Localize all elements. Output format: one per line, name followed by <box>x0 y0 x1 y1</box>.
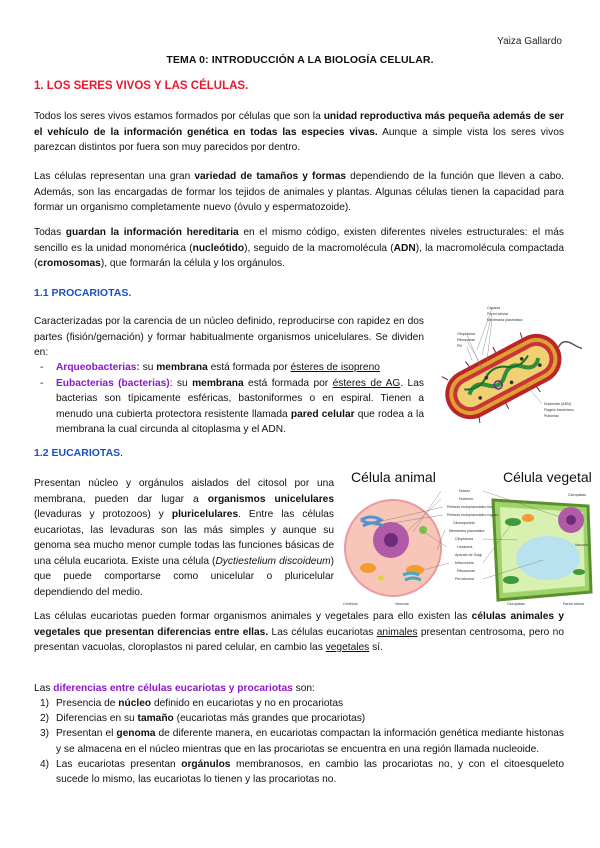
difference-item-3: 3) Presentan el genoma de diferente manera, en eucariotas compactan la información genética mediante histonas y se almacena en el núcleo mientras que en las procariotas se encuentra en una región llamada nucleoide. <box>40 728 564 755</box>
list-item-arqueobacterias: - Arqueobacterias: su membrana está formada por ésteres de isopreno <box>34 360 424 376</box>
label-golgi: Aparato de Golgi <box>455 553 482 557</box>
label-cloroplasto-right: Cloroplasto <box>568 493 587 497</box>
label-pared-celular-veg: Pared celular <box>563 602 585 606</box>
section-heading-eucariotas: 1.2 EUCARIOTAS. <box>34 447 124 459</box>
paragraph-informacion-hereditaria: Todas guardan la información hereditaria en el mismo código, existen diferentes niveles estructurales: el más sencillo es la unidad monomérica (nucleótido), seguido de la macromolécula (ADN), la macromolécula compactada (cromosomas), que formarán la célula y los orgánulos. <box>34 227 565 269</box>
list-item-eubacterias: - Eubacterias (bacterias): su membrana está formada por ésteres de AG. Las bacterias son típicamente esféricas, bastoniformes o en espiral. Tienen a menudo una cubierta protectora resistente llamada pared celular que rodea a la membrana la cual circunda al citoplasma y el ADN. <box>34 376 424 438</box>
label-membrana-plasmatica: Membrana plasmática <box>449 529 485 533</box>
label-cloroplasto-bottom: Cloroplasto <box>507 602 526 606</box>
paragraph-seres-vivos: Todos los seres vivos estamos formados por células que son la unidad reproductiva más pequeña además de ser el vehículo de la información genética en todas las especies vivas. Aunque a simple vista los seres vivos parezcan distintos por fuera son muy parecidos por dentro. <box>34 111 564 153</box>
paragraph-procariotas: Caracterizadas por la carencia de un núcleo definido, reproducirse con rapidez en dos partes (fisión/gemación) y formar habitualmente organismos unicelulares. Se dividen en: <box>34 316 424 358</box>
differences-list <box>34 696 564 787</box>
label-pared-celular: Pared celular <box>487 312 509 316</box>
label-nucleo: Núcleo <box>459 489 471 493</box>
label-citoesqueleto: Citoesqueleto <box>453 521 475 525</box>
label-plasmido: Plásmido <box>544 414 559 418</box>
procariotas-list <box>34 360 424 438</box>
animal-plant-cell-diagram <box>343 460 598 608</box>
bacteria-diagram <box>432 300 582 434</box>
section-heading-1: 1. LOS SERES VIVOS Y LAS CÉLULAS. <box>34 80 249 92</box>
section-heading-procariotas: 1.1 PROCARIOTAS. <box>34 287 132 299</box>
paragraph-eucariotas: Presentan núcleo y orgánulos aislados del citosol por una membrana, pueden dar lugar a organismos unicelulares (levaduras y protozoos) y pluricelulares. Entre las células eucariotas, las levaduras son las más simples y aunque su genoma sea mucho menor cumple todas las funciones básicas de una célula eucariota. Existe una célula (Dyctiestelium discoideum) que puede comportarse como unicelular o pluricelular dependiendo del medio. <box>34 478 335 598</box>
label-vacuola: Vacuola <box>575 543 588 547</box>
difference-item-4: 4) Las eucariotas presentan orgánulos membranosos, en cambio las procariotas no, y con el citoesqueleto sucede lo mismo, las eucariotas lo tienen y las procariotas no. <box>40 758 564 786</box>
label-lisosoma: Lisosoma <box>457 545 473 549</box>
label-nucleoide: Nucleoide (ADN) <box>544 402 571 406</box>
differences-intro: Las diferencias entre células eucariotas y procariotas son: <box>34 683 315 694</box>
label-vesicula: Vesícula <box>395 602 409 606</box>
label-capsula: Cápsula <box>487 306 501 310</box>
difference-item-1: 1) Presencia de núcleo definido en eucariotas y no en procariotas <box>40 698 344 709</box>
paragraph-variedad: Las células representan una gran variedad de tamaños y formas dependiendo de la función que lleven a cabo. Además, son las encargadas de formar los tejidos de animales y plantas. Algunas células tienen la capacidad para formar un organismo completamente nuevo (óvulo y espermatozoide). <box>34 171 564 213</box>
label-centriolo: Centríolo <box>343 602 358 606</box>
label-citoplasma-euc: Citoplasma <box>455 537 473 541</box>
title-celula-animal: Célula animal <box>351 469 436 485</box>
label-ribosomas-euc: Ribosomas <box>457 569 475 573</box>
author-name: Yaiza Gallardo <box>497 36 562 47</box>
label-membrana: Membrana plasmática <box>487 318 523 322</box>
label-peroxisoma: Peroxisoma <box>455 577 474 581</box>
label-rer: Retículo endoplasmático rugoso <box>447 513 499 517</box>
difference-item-2: 2) Diferencias en su tamaño (eucariotas más grandes que procariotas) <box>40 713 366 725</box>
label-flagelo: Flagelo bacteriano <box>544 408 574 412</box>
label-citoplasma: Citoplasma <box>457 332 475 336</box>
label-pili: Pili <box>457 344 462 348</box>
label-ribosomas: Ribosomas <box>457 338 475 342</box>
document-title: TEMA 0: INTRODUCCIÓN A LA BIOLOGÍA CELULAR. <box>166 54 434 66</box>
paragraph-animales-vegetales: Las células eucariotas pueden formar organismos animales y vegetales para ello existen las células animales y vegetales que presentan diferencias entre ellas. Las células eucariotas animales presentan centrosoma, pero no presentan vacuolas, cloroplastos ni pared celular, en cambio las vegetales sí. <box>34 611 564 653</box>
label-mitocondria: Mitocondria <box>455 561 474 565</box>
label-nucleolo: Nucléolo <box>459 497 473 501</box>
label-rel: Retículo endoplasmático liso <box>447 505 493 509</box>
title-celula-vegetal: Célula vegetal <box>503 469 592 485</box>
